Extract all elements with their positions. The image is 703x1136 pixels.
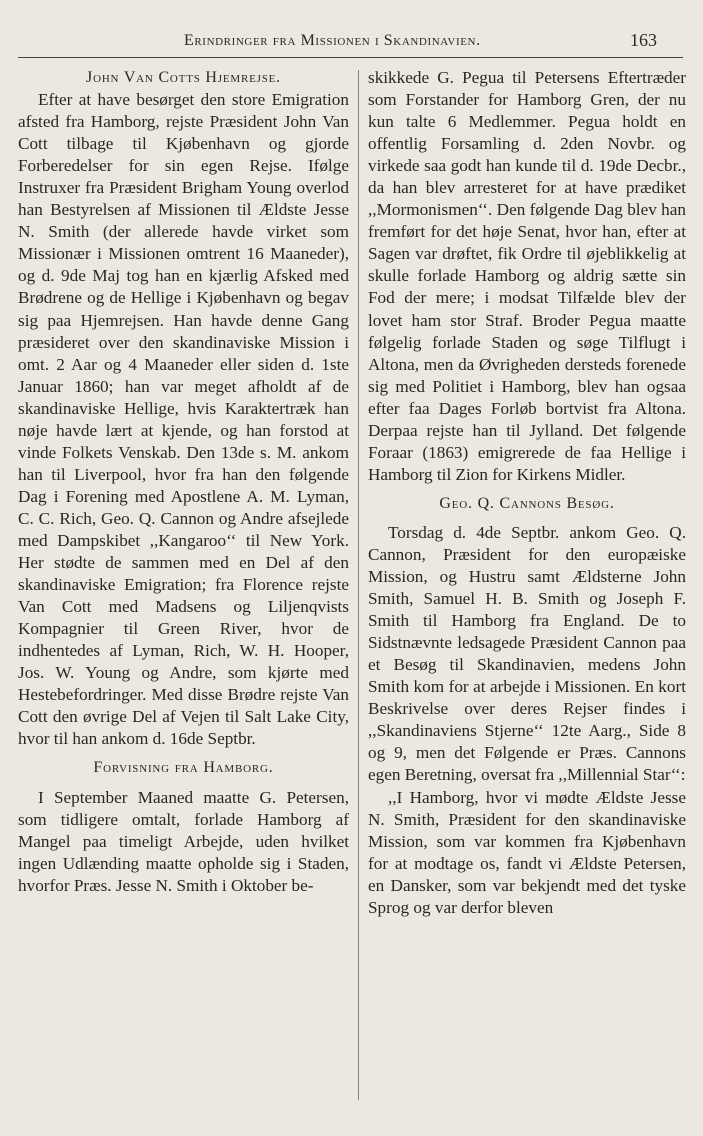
- right-column: [368, 67, 686, 919]
- running-title: Erindringer fra Missionen i Skandinavien.: [184, 32, 481, 49]
- paragraph-pegua: skikkede G. Pegua til Petersens Eftertræder som Forstander for Hamborg Gren, der nu kun talte 6 Medlemmer. Pegua holdt en offentlig Forsamling d. 2den Novbr. og virkede saa godt han kunde til d. 19de Decbr., da han blev arresteret for at have prædiket ,,Mormonismen‘‘. Den følgende Dag blev han fremført for det høje Senat, hvor han, efter at Sagen var drøftet, fik Ordre til øjeblikkelig at skulle forlade Hamborg og aldrig sætte sin Fod der mere; i modsat Tilfælde blev der lovet ham stor Straf. Broder Pegua maatte følgelig forlade Staden og søge Tilflugt i Altona, men da Øvrigheden dersteds forenede sig med Politiet i Hamborg, blev han ogsaa efter faa Dages Forløb bortvist fra Altona. Derpaa rejste han til Jylland. Det følgende Foraar (1863) emigrerede de faa Hellige i Hamborg til Zion for Kirkens Midler.: [368, 68, 686, 484]
- paragraph-cannon-quote: ,,I Hamborg, hvor vi mødte Ældste Jesse N. Smith, Præsident for den skandinaviske Mission, som var kommen fra Kjøbenhavn for at modtage os, fandt vi Ældste Petersen, en Dansker, som var bekjendt med det tyske Sprog og var derfor bleven: [368, 787, 686, 917]
- paragraph-cannon: Torsdag d. 4de Septbr. ankom Geo. Q. Cannon, Præsident for den europæiske Mission, og Hustru samt Ældsterne John Smith, Samuel H. B. Smith og Joseph F. Smith til Hamborg fra England. De to Sidstnævnte ledsagede Præsident Cannon paa et Besøg til Skandinavien, medens John Smith kom for at arbejde i Missionen. En kort Beskrivelse over deres Rejser findes i ,,Skandinaviens Stjerne‘‘ 12te Aarg., Side 8 og 9, men det Følgende er Præs. Cannons egen Beretning, oversat fra ,,Millennial Star‘‘:: [368, 522, 686, 785]
- page-header: [0, 30, 703, 56]
- section-heading-cannon: Geo. Q. Cannons Besøg.: [439, 494, 615, 512]
- page-number: 163: [630, 30, 657, 50]
- section-heading-van-cott: John Van Cotts Hjemrejse.: [86, 69, 281, 86]
- paragraph-hamborg: I September Maaned maatte G. Petersen, som tidligere omtalt, forlade Hamborg af Mangel paa timeligt Arbejde, uden hvilket ingen Udlænding maatte opholde sig i Staden, hvorfor Præs. Jesse N. Smith i Oktober be-: [18, 787, 349, 895]
- section-heading-hamborg: Forvisning fra Hamborg.: [93, 759, 274, 777]
- column-divider: [358, 70, 359, 1100]
- header-rule: [18, 57, 683, 58]
- left-column: [18, 67, 349, 897]
- paragraph-van-cott: Efter at have besørget den store Emigration afsted fra Hamborg, rejste Præsident John Van Cott tilbage til Kjøbenhavn og gjorde Forberedelser for sin egen Rejse. Ifølge Instruxer fra Præsident Brigham Young overlod han Bestyrelsen af Missionen til Ældste Jesse N. Smith (der allerede havde virket som Missionær i Missionen omtrent 16 Maaneder), og d. 9de Maj tog han en kjærlig Afsked med Brødrene og de Hellige i Kjøbenhavn og begav sig paa Hjemrejsen. Han havde denne Gang præsideret over den skandinaviske Mission i omt. 2 Aar og 4 Maaneder eller siden d. 1ste Januar 1860; han var meget afholdt af de skandinaviske Hellige, hvis Karaktertræk han nøje havde lært at kjende, og han forstod at vinde Folkets Venskab. Den 13de s. M. ankom han til Liverpool, hvor fra han den følgende Dag i Forening med Apostlene A. M. Lyman, C. C. Rich, Geo. Q. Cannon og Andre afsejlede med Dampskibet ,,Kangaroo‘‘ til New York. Her stødte de sammen med en Del af den skandinaviske Emigration; fra Florence rejste Van Cott med Madsens og Liljenqvists Kompagnier til Green River, hvor de indhentedes af Lyman, Rich, W. H. Hooper, Jos. W. Young og Andre, som kjørte med Hestebefordringer. Med disse Brødre rejste Van Cott den øvrige Del af Vejen til Salt Lake City, hvor til han ankom d. 16de Septbr.: [18, 90, 349, 749]
